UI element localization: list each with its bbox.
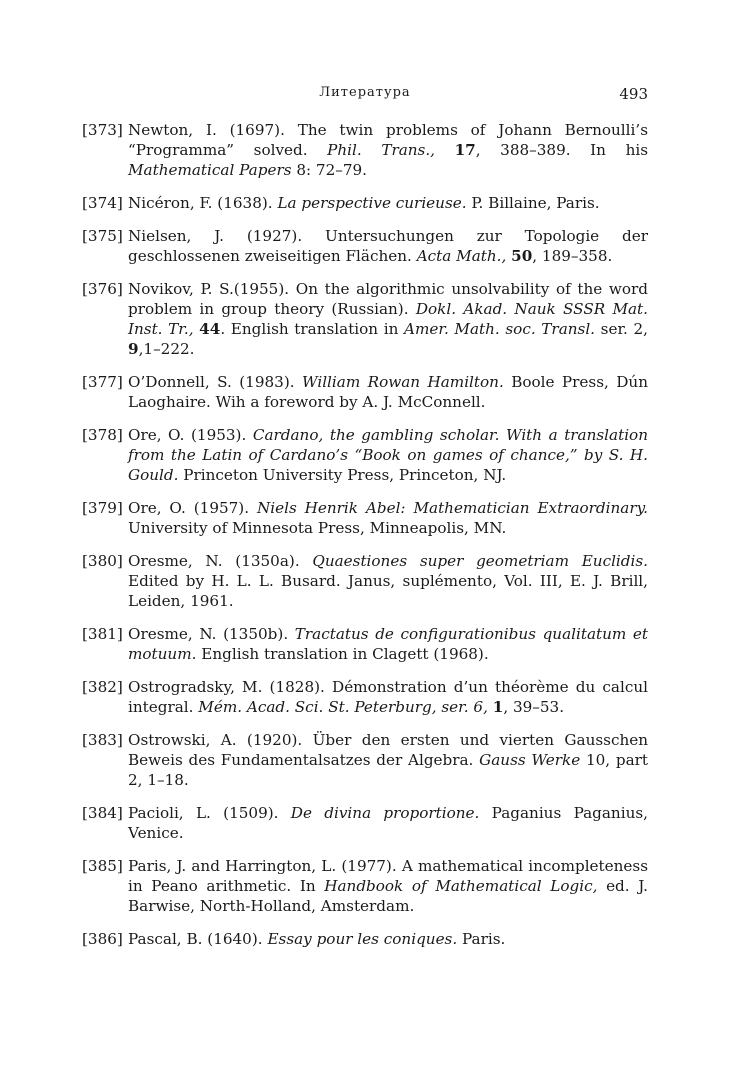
reference-segment: . English translation in: [220, 320, 405, 338]
reference-segment: Ostrowski, A. (1920). Über den ersten und vierten Gausschen Beweis des Fundamentalsatzes der Algebra.: [128, 731, 648, 769]
running-head: [82, 85, 648, 105]
reference-bold-segment: 44: [199, 320, 221, 338]
page-number: 493: [619, 85, 648, 103]
reference-italic-segment: Gauss Werke: [479, 751, 581, 769]
running-title: Литература: [319, 85, 411, 100]
reference-entry: [82, 856, 648, 916]
reference-segment: Paganius Paganius, Venice.: [128, 804, 648, 842]
reference-entry: [82, 730, 648, 790]
reference-segment: Ore, O. (1953).: [128, 426, 253, 444]
reference-number: [386]: [82, 930, 123, 948]
reference-text: [128, 625, 648, 663]
reference-text: [128, 227, 648, 265]
reference-text: [128, 121, 648, 179]
reference-segment: , 39–53.: [503, 698, 565, 716]
reference-entry: [82, 803, 648, 843]
reference-entry: [82, 551, 648, 611]
reference-segment: , 189–358.: [532, 247, 613, 265]
reference-text: [128, 678, 648, 716]
reference-entry: [82, 425, 648, 485]
reference-text: [128, 857, 648, 915]
reference-italic-segment: Mém. Acad. Sci. St. Peterburg, ser. 6,: [198, 698, 488, 716]
reference-segment: Ostrogradsky, M. (1828). Démonstration d’un théorème du calcul integral.: [128, 678, 648, 716]
reference-text: [128, 804, 648, 842]
reference-number: [380]: [82, 552, 123, 570]
reference-italic-segment: La perspective curieuse.: [277, 194, 467, 212]
reference-entry: [82, 372, 648, 412]
reference-number: [374]: [82, 194, 123, 212]
reference-bold-segment: 1: [492, 698, 504, 716]
reference-segment: University of Minnesota Press, Minneapolis, MN.: [128, 519, 507, 537]
reference-italic-segment: Essay pour les coniques.: [267, 930, 458, 948]
reference-number: [376]: [82, 280, 123, 298]
reference-segment: P. Billaine, Paris.: [466, 194, 600, 212]
reference-text: [128, 426, 648, 484]
reference-segment: Princeton University Press, Princeton, NJ.: [178, 466, 507, 484]
reference-text: [128, 373, 648, 411]
reference-entry: [82, 929, 648, 949]
reference-list: [82, 120, 648, 962]
reference-segment: Oresme, N. (1350a).: [128, 552, 313, 570]
reference-italic-segment: Niels Henrik Abel: Mathematician Extraordinary.: [256, 499, 648, 517]
reference-italic-segment: Phil. Trans.,: [327, 141, 435, 159]
reference-segment: Pacioli, L. (1509).: [128, 804, 291, 822]
reference-segment: Novikov, P. S.(1955). On the algorithmic unsolvability of the word problem in group theory (Russian).: [128, 280, 648, 318]
reference-segment: Nicéron, F. (1638).: [128, 194, 278, 212]
reference-entry: [82, 677, 648, 717]
reference-number: [379]: [82, 499, 123, 517]
reference-segment: , 388–389. In his: [475, 141, 648, 159]
reference-italic-segment: Dokl. Akad. Nauk SSSR Mat. Inst. Tr.,: [128, 300, 648, 338]
reference-entry: [82, 120, 648, 180]
reference-italic-segment: Mathematical Papers: [128, 161, 292, 179]
reference-bold-segment: 17: [454, 141, 476, 159]
reference-segment: Paris, J. and Harrington, L. (1977). A mathematical incompleteness in Peano arithmetic. In: [128, 857, 648, 895]
reference-segment: English translation in Clagett (1968).: [196, 645, 489, 663]
reference-segment: Boole Press, Dún Laoghaire. Wih a foreword by A. J. McConnell.: [128, 373, 648, 411]
reference-number: [378]: [82, 426, 123, 444]
reference-number: [384]: [82, 804, 123, 822]
reference-segment: 10, part 2, 1–18.: [128, 751, 648, 789]
reference-italic-segment: Amer. Math. soc. Transl.: [404, 320, 596, 338]
reference-number: [382]: [82, 678, 123, 696]
reference-number: [383]: [82, 731, 123, 749]
reference-text: [128, 552, 648, 610]
reference-italic-segment: Cardano, the gambling scholar. With a translation from the Latin of Cardano’s “Book on games of chance,” by S. H. Gould.: [128, 426, 648, 484]
reference-entry: [82, 193, 648, 213]
reference-italic-segment: De divina proportione.: [290, 804, 480, 822]
reference-segment: ,1–222.: [138, 340, 195, 358]
reference-segment: Ore, O. (1957).: [128, 499, 257, 517]
reference-italic-segment: William Rowan Hamilton.: [302, 373, 504, 391]
reference-segment: [435, 141, 455, 159]
reference-segment: Newton, I. (1697). The twin problems of Johann Bernoulli’s “Programma” solved.: [128, 121, 648, 159]
reference-number: [373]: [82, 121, 123, 139]
reference-number: [375]: [82, 227, 123, 245]
reference-text: [128, 280, 648, 358]
reference-bold-segment: 9: [128, 340, 139, 358]
reference-italic-segment: Handbook of Mathematical Logic,: [324, 877, 598, 895]
reference-segment: ed. J. Barwise, North-Holland, Amsterdam.: [128, 877, 648, 915]
reference-segment: Edited by H. L. L. Busard. Janus, suplémento, Vol. III, E. J. Brill, Leiden, 1961.: [128, 572, 648, 610]
reference-text: [128, 731, 648, 789]
reference-segment: O’Donnell, S. (1983).: [128, 373, 302, 391]
reference-italic-segment: Acta Math.,: [416, 247, 507, 265]
reference-italic-segment: Quaestiones super geometriam Euclidis.: [312, 552, 648, 570]
reference-text: [128, 499, 648, 537]
reference-number: [377]: [82, 373, 123, 391]
reference-number: [381]: [82, 625, 123, 643]
reference-segment: Pascal, B. (1640).: [128, 930, 268, 948]
reference-segment: ser. 2,: [595, 320, 648, 338]
reference-text: [128, 194, 600, 212]
reference-segment: Nielsen, J. (1927). Untersuchungen zur Topologie der geschlossenen zweiseitigen Flächen.: [128, 227, 648, 265]
reference-entry: [82, 624, 648, 664]
reference-entry: [82, 498, 648, 538]
reference-italic-segment: Tractatus de configurationibus qualitatum et motuum.: [128, 625, 648, 663]
reference-entry: [82, 226, 648, 266]
reference-segment: Oresme, N. (1350b).: [128, 625, 295, 643]
reference-entry: [82, 279, 648, 359]
reference-text: [128, 930, 505, 948]
reference-bold-segment: 50: [511, 247, 533, 265]
reference-segment: 8: 72–79.: [291, 161, 368, 179]
reference-segment: Paris.: [457, 930, 506, 948]
reference-number: [385]: [82, 857, 123, 875]
